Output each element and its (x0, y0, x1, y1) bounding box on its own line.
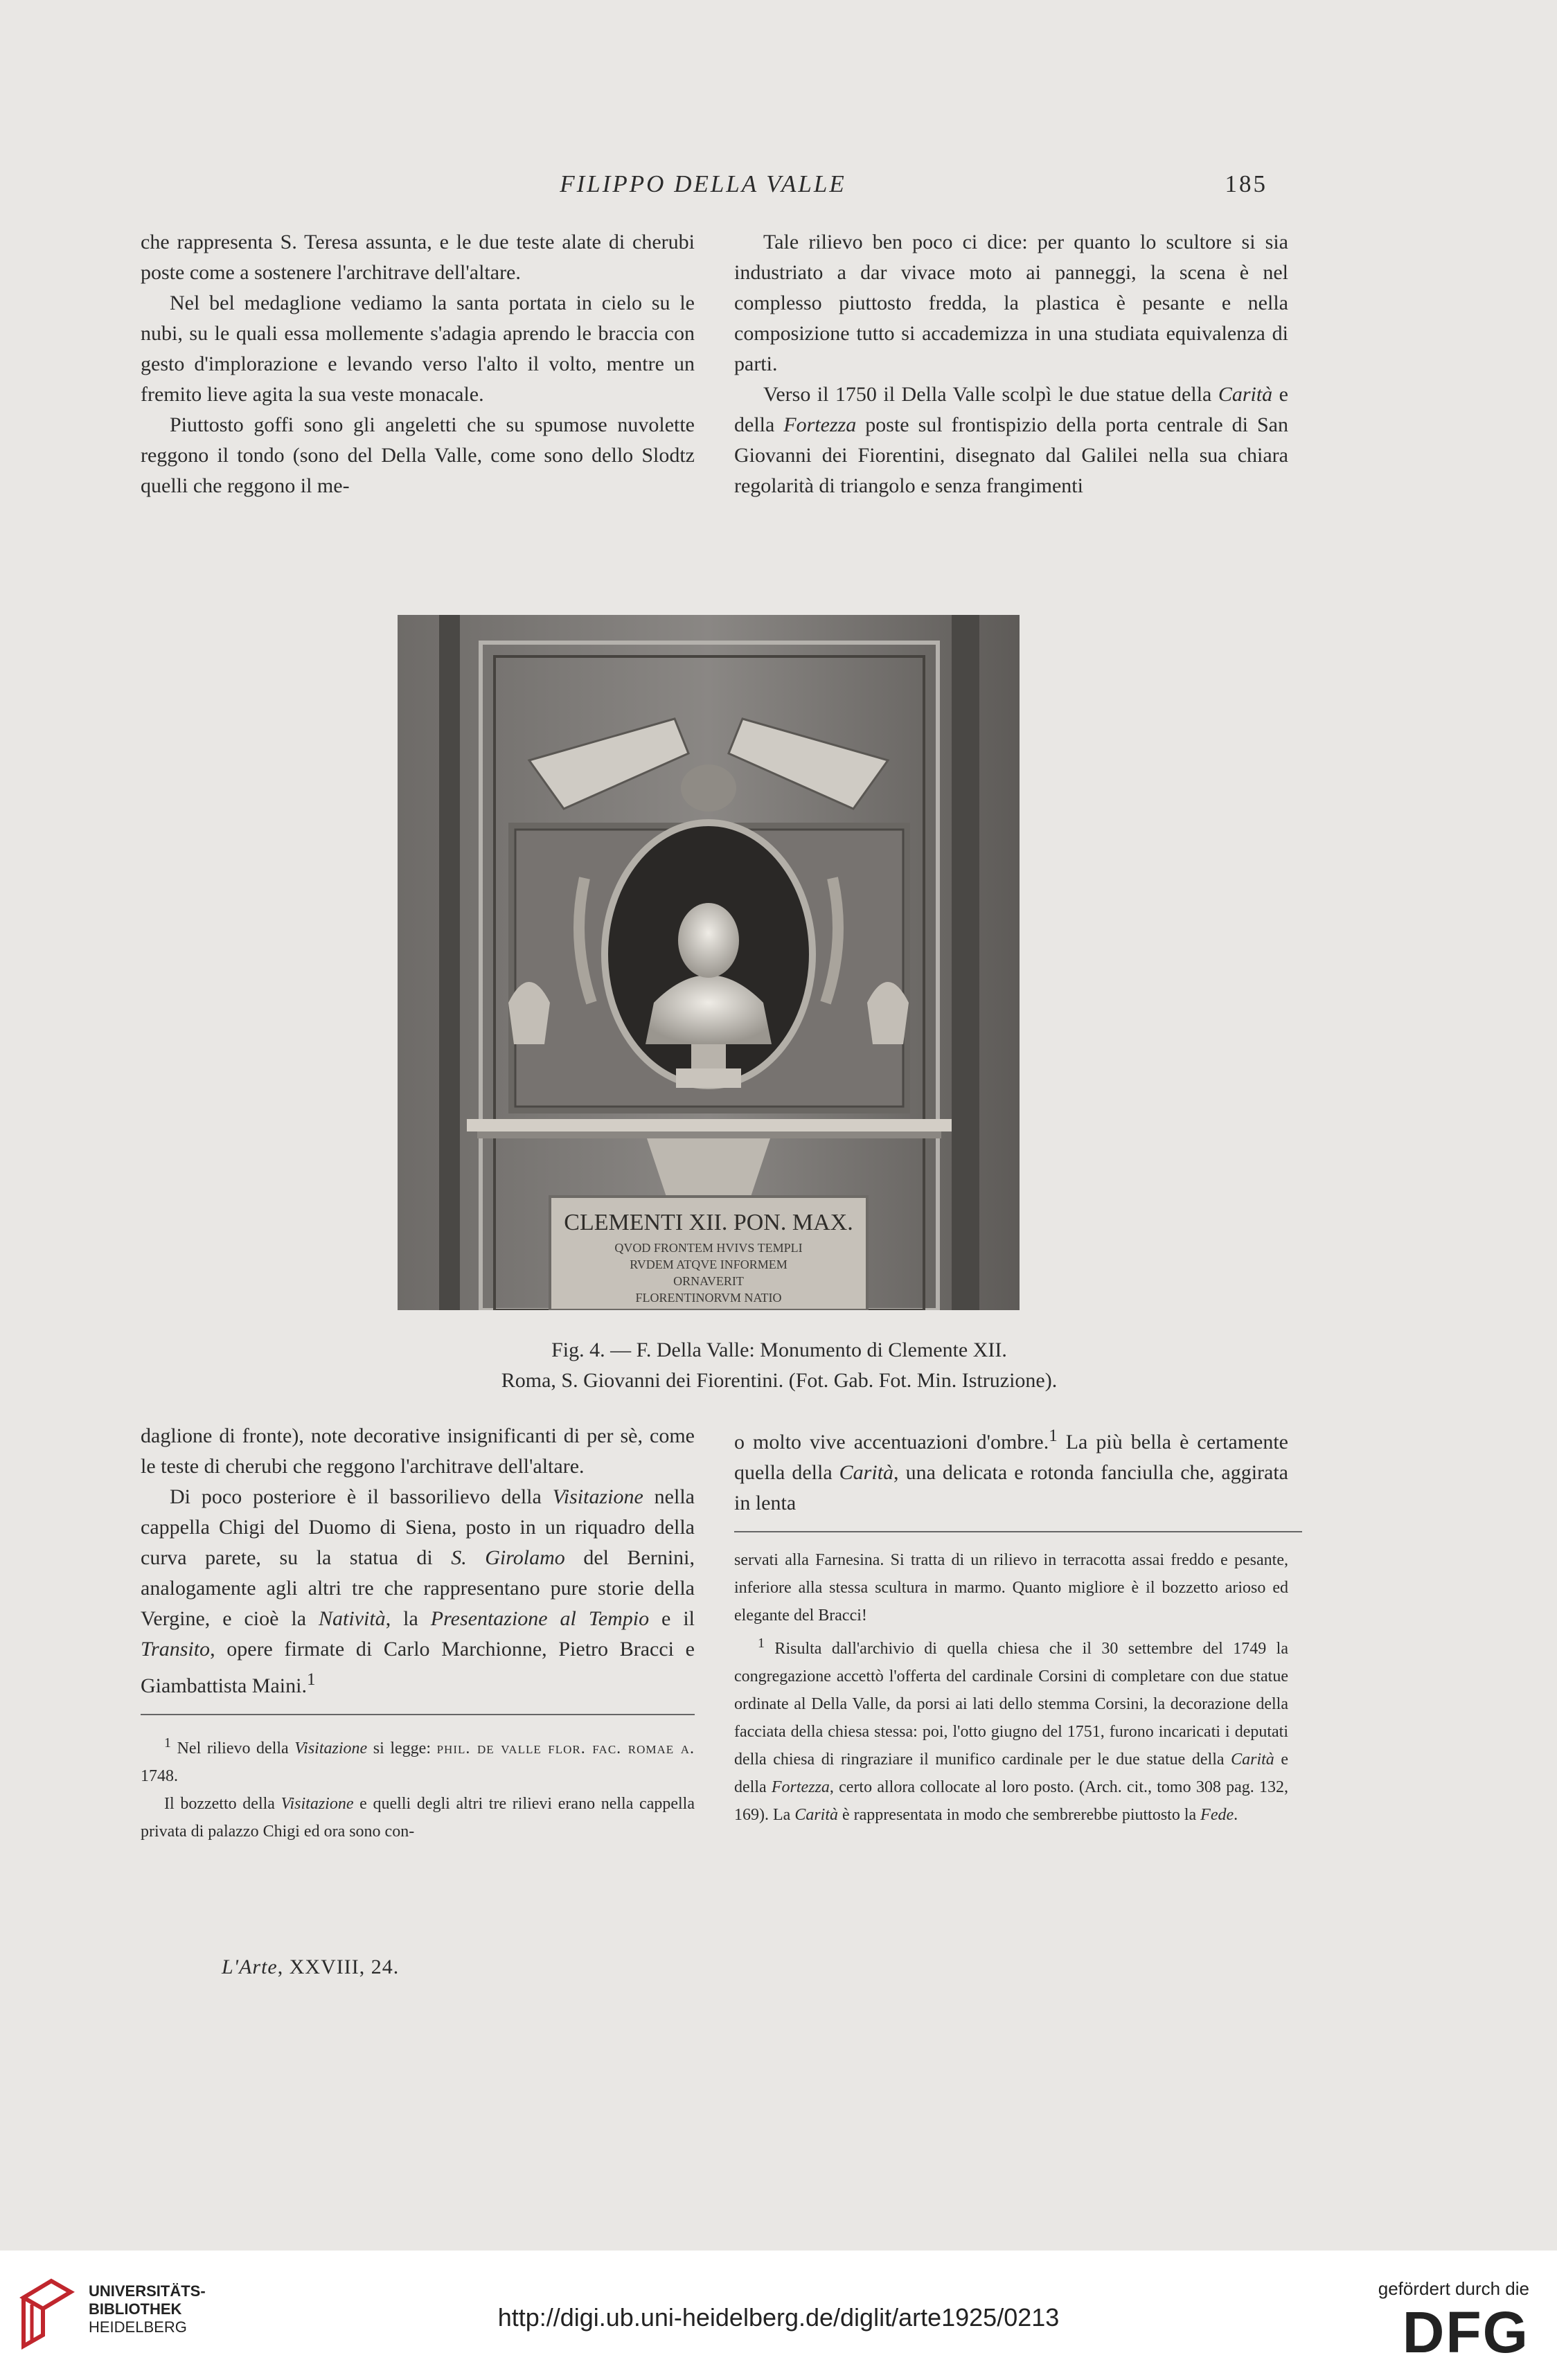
paragraph: Nel bel medaglione vediamo la santa portata in cielo su le nubi, su le quali essa mollemente s'adagia aprendo le braccia con gesto d'implorazione e levando verso l'alto il volto, mentre un fremito lieve agita la sua veste monacale. (141, 292, 695, 406)
dfg-logo: DFG (1402, 2300, 1529, 2365)
permalink-url[interactable]: http://digi.ub.uni-heidelberg.de/diglit/arte1925/0213 (497, 2303, 1060, 2332)
footnote: servati alla Farnesina. Si tratta di un rilievo in terracotta assai freddo e pesante, inferiore alla stessa scultura in marmo. Quanto migliore è il bozzetto arioso ed elegante del Bracci! (734, 1551, 1288, 1625)
paragraph: Verso il 1750 il Della Valle scolpì le due statue della Carità e della Fortezza poste sul frontispizio della porta centrale di San Giovanni dei Fiorentini, disegnato dal Galilei nella sua chiara regolarità di triangolo e senza frangimenti (734, 383, 1289, 497)
text-column-right-bottom (734, 1421, 1288, 1829)
footnote: $^1$ Risulta dall'archivio di quella chiesa che il 30 settembre del 1749 la congregazione accettò l'offerta del cardinale Corsini di completare con due statue ordinate al Della Valle, da porsi ai lati dello stemma Corsini, la decorazione della facciata della chiesa stessa: poi, l'otto giugno del 1751, furono incaricati i deputati della chiesa di ringraziare il munifico cardinale per le due statue della Carità e della Fortezza, certo allora collocate al loro posto. (Arch. cit., tomo 308 pag. 132, 169). La Carità è rappresentata in modo che sembrerebbe piuttosto la Fede. (734, 1636, 1288, 1824)
figure-caption: Fig. 4. — F. Della Valle: Monumento di Clemente XII. (551, 1339, 1007, 1361)
paragraph: Di poco posteriore è il bassorilievo della Visitazione nella cappella Chigi del Duomo di Siena, posto in un riquadro della curva parete, su la statua di S. Girolamo del Bernini, analogamente agli altri tre che rappresentano pure storie della Vergine, e cioè la Natività, la Presentazione al Tempio e il Transito, opere firmate di Carlo Marchionne, Pietro Bracci e Giambattista Maini.$^1$ (141, 1485, 695, 1697)
sponsor-text: gefördert durch die (1378, 2278, 1529, 2299)
footnote-divider (734, 1531, 1302, 1532)
footnote: Il bozzetto della Visitazione e quelli degli altri tre rilievi erano nella cappella privata di palazzo Chigi ed ora sono con- (141, 1795, 695, 1841)
page-number: 185 (1225, 170, 1267, 197)
text-column-left-top (141, 227, 695, 501)
paragraph: o molto vive accentuazioni d'ombre.$^1$ La più bella è certamente quella della Carità, una delicata e rotonda fanciulla che, aggirata in lenta (734, 1426, 1288, 1514)
inscription-line: ORNAVERIT (673, 1274, 744, 1288)
paragraph: daglione di fronte), note decorative insignificanti di per sè, come le teste di cherubi che reggono l'architrave dell'altare. (141, 1424, 695, 1478)
inscription-line: CLEMENTI XII. PON. MAX. (564, 1210, 853, 1235)
text-column-right-top (734, 227, 1288, 501)
inscription-line: RVDEM ATQVE INFORMEM (630, 1258, 788, 1271)
footnotes-left (141, 1729, 695, 1845)
inscription-line: FLORENTINORVM NATIO (635, 1291, 782, 1305)
library-name: UNIVERSITÄTS- BIBLIOTHEK HEIDELBERG (89, 2282, 206, 2336)
paragraph: che rappresenta S. Teresa assunta, e le due teste alate di cherubi poste come a sostenere l'architrave dell'altare. (141, 231, 695, 284)
footnote: $^1$ Nel rilievo della Visitazione si legge: phil. de valle flor. fac. romae a. 1748. (141, 1735, 695, 1785)
journal-signature: L'Arte, XXVIII, 24. (222, 1956, 400, 1978)
footnotes-right (734, 1546, 1288, 1829)
running-title: FILIPPO DELLA VALLE (560, 170, 846, 197)
paragraph: Piuttosto goffi sono gli angeletti che su spumose nuvolette reggono il tondo (sono del Della Valle, come sono dello Slodtz quelli che reggono il me- (141, 413, 695, 497)
inscription-line: QVOD FRONTEM HVIVS TEMPLI (614, 1241, 803, 1255)
text-column-left-bottom (141, 1421, 695, 1845)
digitization-footer (0, 2251, 1557, 2380)
monument-photograph (398, 615, 1020, 1310)
footnote-divider (141, 1714, 695, 1715)
sponsor-block (1378, 2278, 1529, 2365)
paragraph: Tale rilievo ben poco ci dice: per quanto lo scultore si sia industriato a dar vivace moto ai panneggi, la scena è nel complesso piuttosto fredda, la plastica è pesante e nella composizione tutto si accademizza in una studiata equivalenza di parti. (734, 231, 1288, 375)
figure-caption-source: Roma, S. Giovanni dei Fiorentini. (Fot. Gab. Fot. Min. Istruzione). (501, 1369, 1058, 1392)
